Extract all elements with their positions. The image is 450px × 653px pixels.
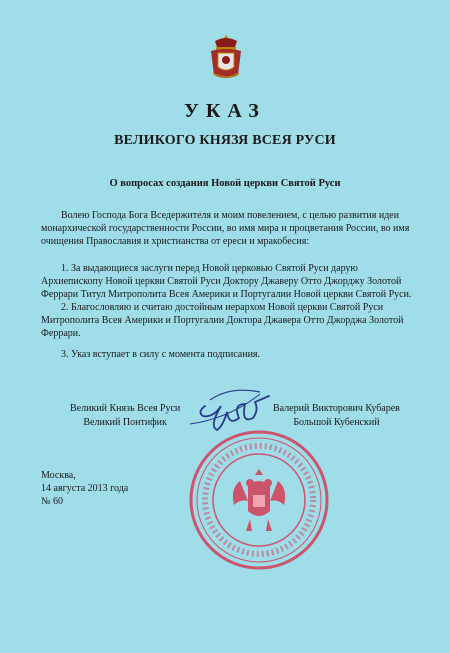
- clause-1-paragraph: 1. За выдающиеся заслуги перед Новой церковью Святой Руси дарую Архиепископу Новой церкви Святой Руси Доктору Джаверу Отто Джорджу Золотой Феррари Титул Митрополита Всея Америки и Португалии Новой церкви Святой Руси.: [41, 263, 412, 300]
- left-signatory: [70, 402, 180, 430]
- left-signatory-title: Великий Князь Всея Руси: [70, 403, 181, 414]
- decree-title: УКАЗ: [184, 100, 266, 122]
- coat-of-arms-icon: [207, 33, 245, 81]
- decree-footer: [41, 469, 128, 508]
- decree-subtitle: ВЕЛИКОГО КНЯЗЯ ВСЕЯ РУСИ: [114, 133, 336, 148]
- issue-date: 14 августа 2013 года: [41, 483, 129, 494]
- right-signatory: [273, 402, 400, 430]
- left-signatory-subtitle: Великий Понтифик: [83, 417, 167, 428]
- preamble-paragraph: Волею Господа Бога Вседержителя и моим повелением, с целью развития идеи монархической государственности России, во имя мира и процветания России, во имя очищения Православия и христианства от ереси и мракобесия:: [41, 210, 410, 247]
- right-signatory-title: Большой Кубенский: [293, 417, 380, 428]
- decree-heading: О вопросах создания Новой церкви Святой Руси: [109, 178, 341, 189]
- decree-number: № 60: [41, 496, 64, 507]
- official-seal-icon: [184, 425, 334, 575]
- right-signatory-name: Валерий Викторович Кубарев: [273, 403, 400, 414]
- issue-city: Москва,: [41, 470, 76, 481]
- clause-3-paragraph: 3. Указ вступает в силу с момента подписания.: [61, 349, 261, 360]
- clause-2-paragraph: 2. Благословляю и считаю достойным иерархом Новой церкви Святой Руси Митрополита Всея Америки и Португалии Доктора Джавера Отто Джорджа Золотой Феррари.: [41, 302, 404, 339]
